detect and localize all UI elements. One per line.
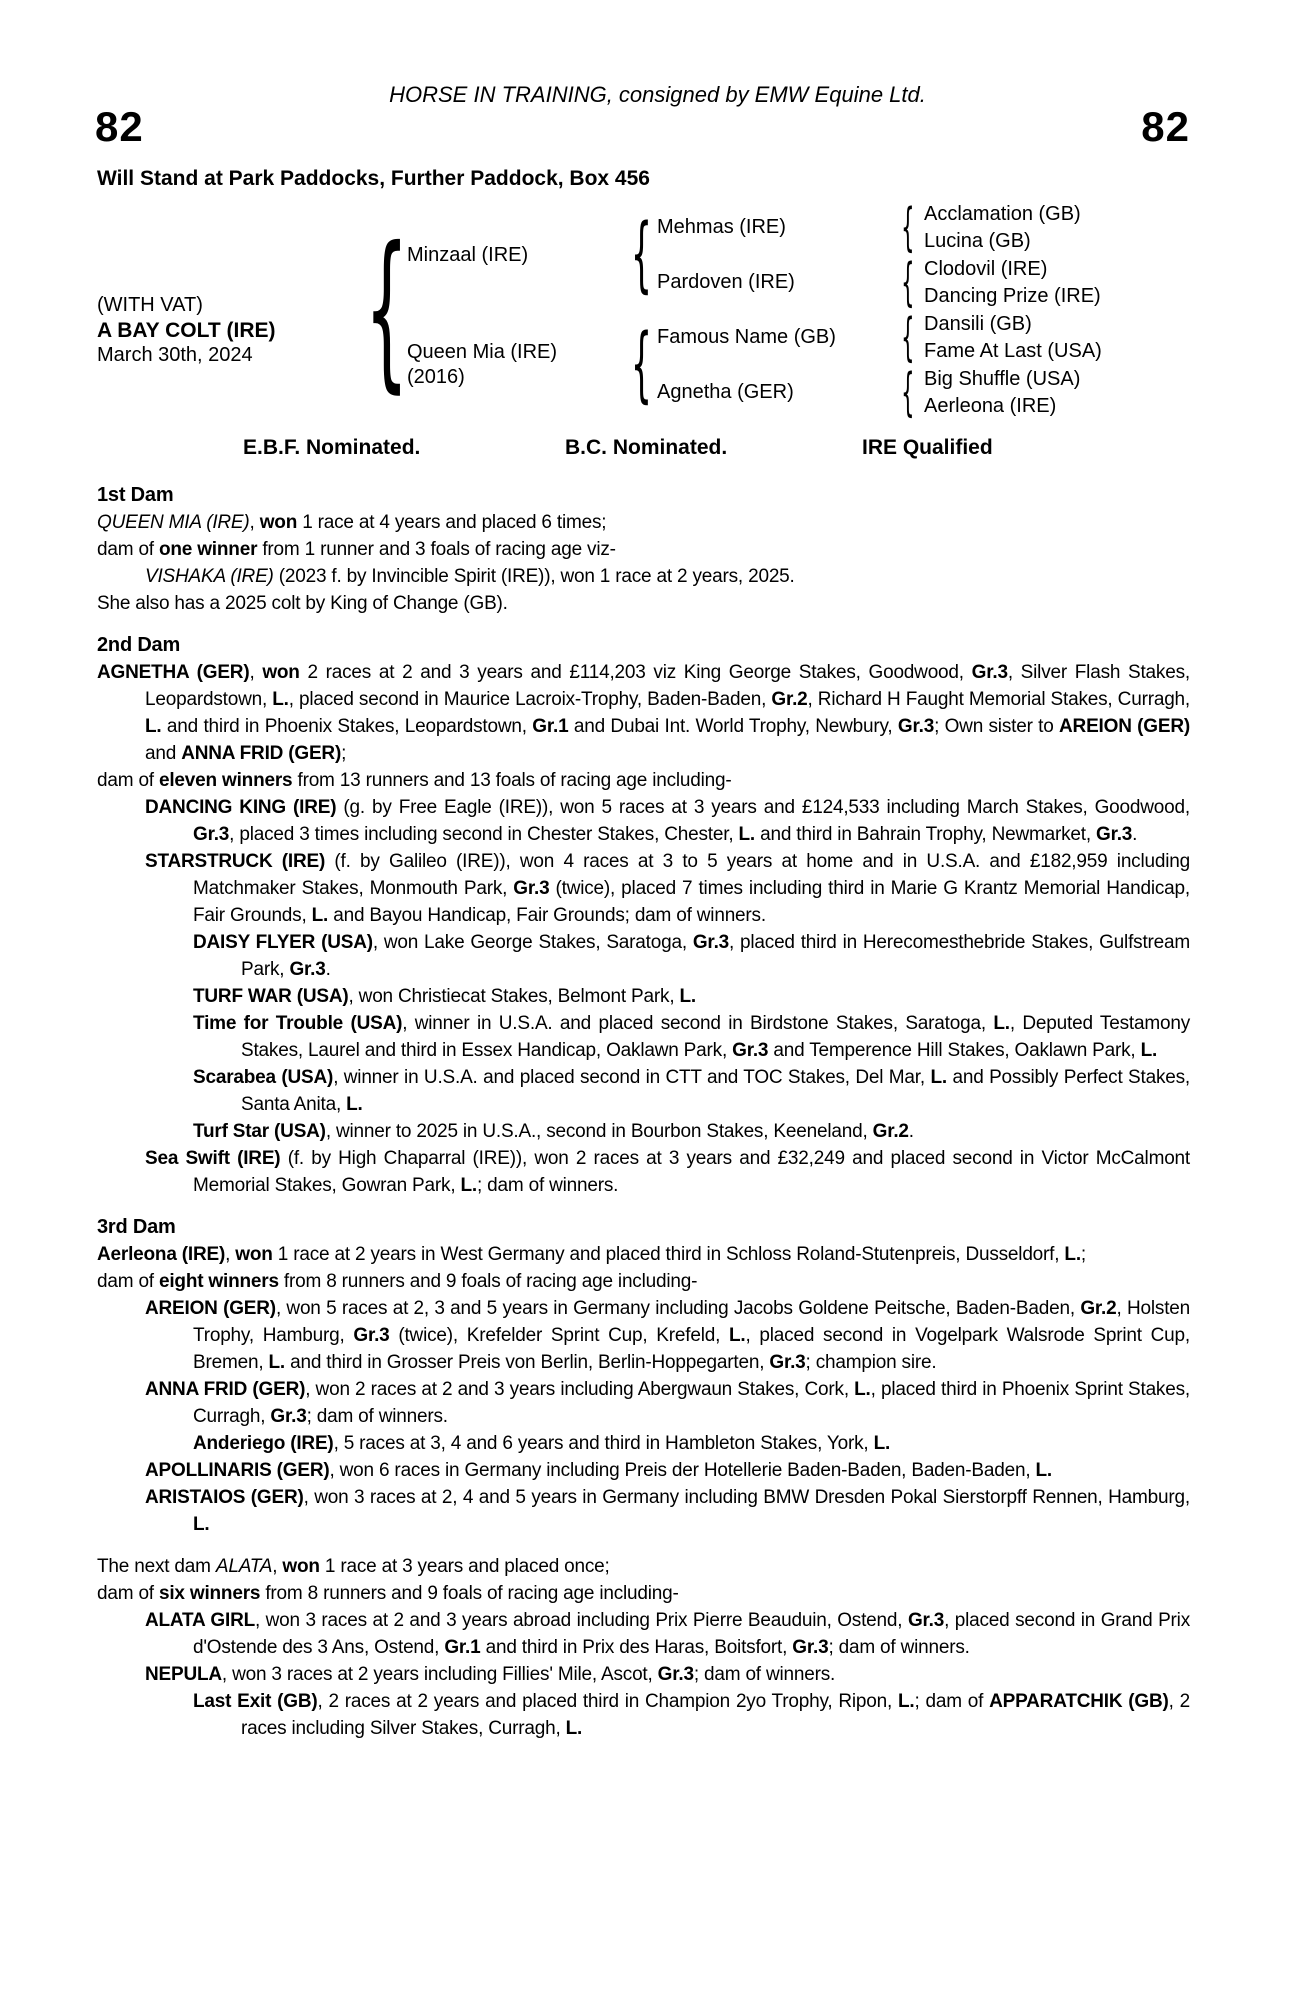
text-run: , won 3 races at 2 and 3 years abroad including Prix Pierre Beauduin, Ostend, — [255, 1610, 908, 1631]
text-run: STARSTRUCK (IRE) — [145, 851, 326, 872]
text-run: ALATA GIRL — [145, 1610, 256, 1631]
gen3-name: Dansili (GB) — [924, 312, 1032, 335]
text-run: 1 race at 3 years and placed once; — [319, 1556, 610, 1577]
text-run: 1 race at 2 years in West Germany and placed third in Schloss Roland-Stutenpreis, Dusseldorf, — [272, 1244, 1065, 1265]
gen3-pair — [924, 201, 1192, 255]
text-run: ANNA FRID (GER) — [181, 743, 342, 764]
sire-dam-name: Pardoven (IRE) — [657, 271, 795, 293]
text-run: Gr.3 — [971, 662, 1008, 683]
text-run: , won 3 races at 2 years including Fillies' Mile, Ascot, — [221, 1664, 658, 1685]
dam-section — [97, 1553, 1190, 1742]
text-run: L. — [1140, 1040, 1158, 1061]
text-run: , won Lake George Stakes, Saratoga, — [372, 932, 693, 953]
pedigree-paragraph — [97, 1430, 1190, 1457]
pedigree-paragraph — [97, 509, 1190, 536]
pedigree-table — [97, 197, 1192, 423]
dam-sire-cell — [657, 307, 1192, 368]
text-run: ; dam of winners. — [828, 1637, 970, 1658]
text-run: L. — [1035, 1460, 1053, 1481]
dam-branch — [407, 307, 1192, 423]
text-run: L. — [729, 1325, 746, 1346]
text-run: one winner — [158, 539, 258, 560]
consignor-line: HORSE IN TRAINING, consigned by EMW Equine Ltd. — [389, 82, 926, 107]
text-run: won — [235, 1244, 273, 1265]
pedigree-paragraph — [97, 1607, 1190, 1661]
text-run: , — [225, 1244, 236, 1265]
text-run: (f. by Galileo (IRE)), won 4 races at 3 to 5 years at home and in U.S.A. and £182,959 including Matchmaker Stakes, Monmouth Park, — [193, 851, 1190, 899]
brace-glyph: { — [901, 252, 915, 313]
lot-number-left: 82 — [95, 103, 144, 150]
pedigree-paragraph — [97, 1661, 1190, 1688]
text-run: (g. by Free Eagle (IRE)), won 5 races at 3 years and £124,533 including March Stakes, Goodwood, — [336, 797, 1190, 818]
text-run: eight winners — [158, 1271, 279, 1292]
text-run: Gr.3 — [732, 1040, 769, 1061]
text-run: , placed third in Phoenix Sprint Stakes, Curragh, — [193, 1379, 1190, 1427]
sire-gen2-column — [657, 197, 1192, 313]
text-run: , winner to 2025 in U.S.A., second in Bourbon Stakes, Keeneland, — [325, 1121, 873, 1142]
text-run: QUEEN MIA (IRE) — [97, 512, 250, 533]
text-run: dam of — [97, 1583, 159, 1604]
text-run: and third in Grosser Preis von Berlin, Berlin-Hoppegarten, — [285, 1352, 770, 1373]
text-run: . — [908, 1121, 914, 1142]
text-run: AREION (GER) — [145, 1298, 276, 1319]
text-run: L. — [873, 1433, 891, 1454]
dam-name-text: Queen Mia (IRE) — [407, 341, 558, 363]
text-run: DANCING KING (IRE) — [145, 797, 337, 818]
text-run: (twice), Krefelder Sprint Cup, Krefeld, — [389, 1325, 730, 1346]
brace-glyph: { — [630, 317, 652, 412]
text-run: ; champion sire. — [805, 1352, 937, 1373]
text-run: ; — [341, 743, 347, 764]
text-run: L. — [460, 1175, 477, 1196]
text-run: L. — [930, 1067, 947, 1088]
text-run: , winner in U.S.A. and placed second in Birdstone Stakes, Saratoga, — [402, 1013, 994, 1034]
pedigree-paragraph — [97, 590, 1190, 617]
text-run: ; — [1080, 1244, 1087, 1265]
dam-name — [407, 340, 625, 390]
text-run: won — [262, 662, 300, 683]
dam-section — [97, 482, 1190, 617]
brace-glyph: { — [365, 211, 409, 409]
text-run: , won Christiecat Stakes, Belmont Park, — [348, 986, 680, 1007]
pedigree-paragraph — [97, 1688, 1190, 1742]
text-run: Gr.3 — [657, 1664, 694, 1685]
text-run: Aerleona (IRE) — [97, 1244, 226, 1265]
text-run: DAISY FLYER (USA) — [193, 932, 373, 953]
text-run: Gr.1 — [532, 716, 569, 737]
text-run: ; dam of — [914, 1691, 990, 1712]
pedigree-paragraph — [97, 1376, 1190, 1430]
text-run: (2023 f. by Invincible Spirit (IRE)), won 1 race at 2 years, 2025. — [273, 566, 795, 587]
text-run: AGNETHA (GER) — [97, 662, 250, 683]
text-run: ANNA FRID (GER) — [145, 1379, 306, 1400]
text-run: won — [282, 1556, 320, 1577]
text-run: L. — [993, 1013, 1010, 1034]
text-run: from 8 runners and 9 foals of racing age including- — [260, 1583, 679, 1604]
brace-glyph: { — [901, 307, 915, 368]
text-run: and — [145, 743, 182, 764]
text-run: , won 2 races at 2 and 3 years including Abergwaun Stakes, Cork, — [305, 1379, 855, 1400]
dam-gen2-column — [657, 307, 1192, 423]
text-run: , Silver Flash Stakes, Leopardstown, — [145, 662, 1190, 710]
text-run: L. — [346, 1094, 363, 1115]
bc-nomination: B.C. Nominated. — [565, 436, 728, 459]
text-run: and Bayou Handicap, Fair Grounds; dam of winners. — [328, 905, 766, 926]
text-run: , 2 races at 2 years and placed third in Champion 2yo Trophy, Ripon, — [317, 1691, 898, 1712]
text-run: from 1 runner and 3 foals of racing age viz- — [257, 539, 616, 560]
sire-name — [407, 243, 625, 268]
dam-section — [97, 632, 1190, 1199]
gen3-brace — [892, 252, 924, 313]
text-run: ; dam of winners. — [693, 1664, 836, 1685]
text-run: . — [1132, 824, 1138, 845]
pedigree-paragraph — [97, 1010, 1190, 1064]
brace-glyph: { — [630, 207, 652, 302]
text-run: Gr.3 — [353, 1325, 390, 1346]
text-run: . — [325, 959, 331, 980]
text-run: eleven winners — [158, 770, 293, 791]
text-run: , Richard H Faught Memorial Stakes, Curragh, — [807, 689, 1191, 710]
text-run: The next dam — [97, 1556, 216, 1577]
text-run: Gr.1 — [444, 1637, 481, 1658]
text-run: L. — [311, 905, 329, 926]
gen3-name: Fame At Last (USA) — [924, 339, 1102, 362]
brace-glyph: { — [901, 197, 915, 258]
text-run: , placed third in Herecomesthebride Stakes, Gulfstream Park, — [241, 932, 1191, 980]
pedigree-paragraph — [97, 1484, 1190, 1538]
dam-heading: 1st Dam — [97, 484, 174, 506]
text-run: and Temperence Hill Stakes, Oaklawn Park, — [768, 1040, 1141, 1061]
text-run: , won 5 races at 2, 3 and 5 years in Germany including Jacobs Goldene Peitsche, Baden-Baden, — [275, 1298, 1081, 1319]
text-run: L. — [738, 824, 755, 845]
dam-heading: 3rd Dam — [97, 1216, 176, 1238]
pedigree-paragraph — [97, 659, 1190, 767]
text-run: L. — [854, 1379, 871, 1400]
text-run: Gr.3 — [289, 959, 326, 980]
text-run: six winners — [158, 1583, 261, 1604]
text-run: won — [259, 512, 298, 533]
text-run: dam of — [97, 1271, 159, 1292]
gen3-name: Dancing Prize (IRE) — [924, 284, 1101, 307]
text-run: and Dubai Int. World Trophy, Newbury, — [568, 716, 898, 737]
sire-sire-name: Mehmas (IRE) — [657, 216, 786, 238]
text-run: , placed second in Grand Prix d'Ostende des 3 Ans, Ostend, — [193, 1610, 1191, 1658]
dam-section — [97, 1214, 1190, 1538]
horse-description: A BAY COLT (IRE) — [97, 318, 276, 342]
text-run: Gr.2 — [872, 1121, 909, 1142]
pedigree-details — [97, 482, 1190, 1742]
text-run: L. — [1064, 1244, 1081, 1265]
text-run: , placed 3 times including second in Chester Stakes, Chester, — [229, 824, 739, 845]
gen3-brace — [892, 197, 924, 258]
text-run: 2 races at 2 and 3 years and £114,203 viz King George Stakes, Goodwood, — [299, 662, 972, 683]
text-run: Gr.3 — [792, 1637, 829, 1658]
vat-note: (WITH VAT) — [97, 293, 203, 316]
dam-sire-name: Famous Name (GB) — [657, 326, 836, 348]
text-run: ; dam of winners. — [476, 1175, 619, 1196]
dam-gen2-brace — [625, 317, 657, 412]
text-run: Scarabea (USA) — [193, 1067, 334, 1088]
text-run: Gr.3 — [907, 1610, 945, 1631]
dam-year: (2016) — [407, 366, 465, 388]
text-run: APOLLINARIS (GER) — [145, 1460, 330, 1481]
gen3-pair — [924, 256, 1192, 310]
text-run: Gr.3 — [1096, 824, 1133, 845]
text-run: Time for Trouble (USA) — [193, 1013, 403, 1034]
pedigree-info-column — [97, 200, 367, 420]
dam-heading: 2nd Dam — [97, 634, 181, 656]
sire-gen2-brace — [625, 207, 657, 302]
text-run: Gr.3 — [769, 1352, 806, 1373]
text-run: L. — [193, 1514, 210, 1535]
gen3-pair — [924, 366, 1192, 420]
text-run: (twice), placed 7 times including third in Marie G Krantz Memorial Handicap, Fair Grounds, — [193, 878, 1190, 926]
dam-dam-cell — [657, 362, 1192, 423]
text-run: ; Own sister to — [934, 716, 1060, 737]
text-run: L. — [145, 716, 162, 737]
pedigree-paragraph — [97, 1268, 1190, 1295]
text-run: Gr.3 — [513, 878, 550, 899]
sire-sire-cell — [657, 197, 1192, 258]
text-run: , 2 races including Silver Stakes, Curragh, — [241, 1691, 1190, 1739]
pedigree-generations — [407, 197, 1192, 423]
gen3-pair — [924, 311, 1192, 365]
text-run: Anderiego (IRE) — [193, 1433, 334, 1454]
text-run: ALATA — [215, 1556, 273, 1577]
gen3-name: Acclamation (GB) — [924, 202, 1081, 225]
text-run: from 13 runners and 13 foals of racing age including- — [292, 770, 732, 791]
pedigree-paragraph — [97, 767, 1190, 794]
text-run: Turf Star (USA) — [193, 1121, 326, 1142]
text-run: L. — [679, 986, 696, 1007]
pedigree-paragraph — [97, 1145, 1190, 1199]
gen3-brace — [892, 362, 924, 423]
ire-qualified: IRE Qualified — [862, 436, 993, 459]
text-run: TURF WAR (USA) — [193, 986, 349, 1007]
text-run: dam of — [97, 770, 159, 791]
gen1-brace — [367, 200, 407, 420]
text-run: Gr.3 — [193, 824, 230, 845]
text-run: , winner in U.S.A. and placed second in CTT and TOC Stakes, Del Mar, — [333, 1067, 931, 1088]
pedigree-paragraph — [97, 1118, 1190, 1145]
text-run: , won 3 races at 2, 4 and 5 years in Germany including BMW Dresden Pokal Sierstorpff Rennen, Hamburg, — [303, 1487, 1190, 1508]
text-run: L. — [897, 1691, 915, 1712]
pedigree-paragraph — [97, 1295, 1190, 1376]
pedigree-paragraph — [97, 1457, 1190, 1484]
pedigree-paragraph — [97, 1580, 1190, 1607]
text-run: , won 6 races in Germany including Preis der Hotellerie Baden-Baden, Baden-Baden, — [329, 1460, 1036, 1481]
text-run: and third in Phoenix Stakes, Leopardstown, — [161, 716, 533, 737]
pedigree-paragraph — [97, 1553, 1190, 1580]
text-run: Sea Swift (IRE) — [145, 1148, 281, 1169]
text-run: , 5 races at 3, 4 and 6 years and third in Hambleton Stakes, York, — [333, 1433, 874, 1454]
pedigree-paragraph — [97, 536, 1190, 563]
text-run: from 8 runners and 9 foals of racing age including- — [278, 1271, 698, 1292]
sire-name-text: Minzaal (IRE) — [407, 243, 529, 266]
text-run: and third in Bahrain Trophy, Newmarket, — [755, 824, 1096, 845]
text-run: 1 race at 4 years and placed 6 times; — [297, 512, 607, 533]
text-run: VISHAKA (IRE) — [145, 566, 274, 587]
text-run: , placed second in Vogelpark Walsrode Sprint Cup, Bremen, — [193, 1325, 1190, 1373]
text-run: Gr.3 — [897, 716, 935, 737]
sire-dam-cell — [657, 252, 1192, 313]
pedigree-paragraph — [97, 1241, 1190, 1268]
ebf-nomination: E.B.F. Nominated. — [243, 436, 421, 459]
text-run: L. — [565, 1718, 583, 1739]
text-run: , — [272, 1556, 283, 1577]
gen3-name: Clodovil (IRE) — [924, 257, 1048, 280]
text-run: , placed second in Maurice Lacroix-Trophy, Baden-Baden, — [288, 689, 772, 710]
text-run: dam of — [97, 539, 159, 560]
text-run: ARISTAIOS (GER) — [145, 1487, 304, 1508]
text-run: Gr.3 — [692, 932, 730, 953]
dam-dam-name: Agnetha (GER) — [657, 381, 794, 403]
text-run: , Holsten Trophy, Hamburg, — [193, 1298, 1191, 1346]
text-run: APPARATCHIK (GB) — [989, 1691, 1169, 1712]
text-run: Gr.2 — [771, 689, 808, 710]
sire-branch — [407, 197, 1192, 313]
text-run: AREION (GER) — [1059, 716, 1190, 737]
text-run: L. — [272, 689, 289, 710]
text-run: , — [249, 512, 260, 533]
text-run: Gr.3 — [270, 1406, 307, 1427]
text-run: NEPULA — [145, 1664, 222, 1685]
pedigree-paragraph — [97, 848, 1190, 929]
pedigree-paragraph — [97, 794, 1190, 848]
text-run: She also has a 2025 colt by King of Change (GB). — [97, 593, 508, 614]
text-run: Gr.2 — [1080, 1298, 1117, 1319]
pedigree-paragraph — [97, 983, 1190, 1010]
text-run: (f. by High Chaparral (IRE)), won 2 races at 3 years and £32,249 and placed second in Victor McCalmont Memorial Stakes, Gowran Park, — [193, 1148, 1191, 1196]
pedigree-paragraph — [97, 1064, 1190, 1118]
gen3-name: Big Shuffle (USA) — [924, 367, 1081, 390]
text-run: ; dam of winners. — [306, 1406, 448, 1427]
gen3-brace — [892, 307, 924, 368]
text-run: and third in Prix des Haras, Boitsfort, — [480, 1637, 793, 1658]
pedigree-paragraph — [97, 563, 1190, 590]
brace-glyph: { — [901, 362, 915, 423]
foal-date: March 30th, 2024 — [97, 343, 253, 366]
pedigree-paragraph — [97, 929, 1190, 983]
text-run: Last Exit (GB) — [193, 1691, 318, 1712]
text-run: , Deputed Testamony Stakes, Laurel and third in Essex Handicap, Oaklawn Park, — [241, 1013, 1190, 1061]
lot-number-right: 82 — [1141, 103, 1190, 150]
gen3-name: Lucina (GB) — [924, 229, 1031, 252]
stand-location-line: Will Stand at Park Paddocks, Further Paddock, Box 456 — [97, 167, 650, 190]
text-run: L. — [268, 1352, 285, 1373]
text-run: , — [249, 662, 263, 683]
text-run: and Possibly Perfect Stakes, Santa Anita, — [241, 1067, 1190, 1115]
gen3-name: Aerleona (IRE) — [924, 394, 1057, 417]
